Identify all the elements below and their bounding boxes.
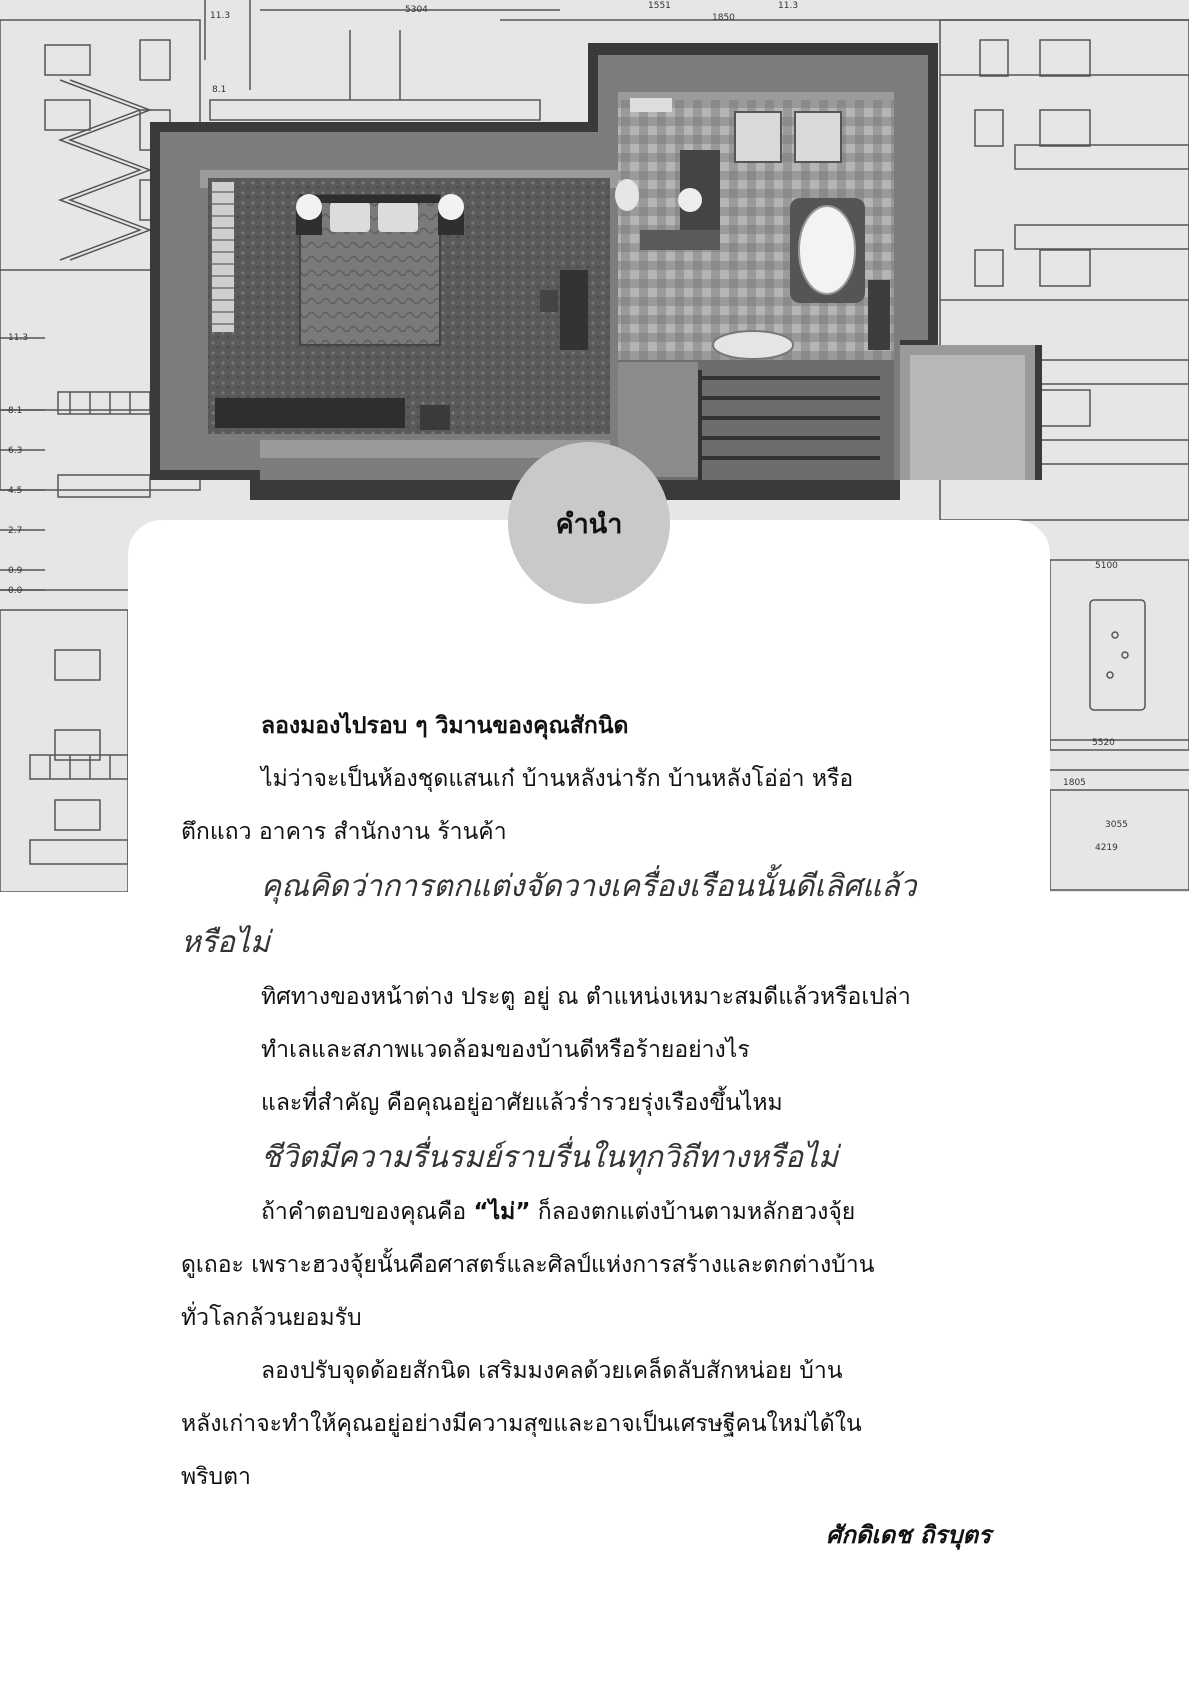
svg-text:11.3: 11.3 [210, 11, 231, 21]
svg-text:5100: 5100 [1095, 561, 1118, 571]
author-signature: ศักดิเดช ถิรบุตร [826, 1521, 991, 1549]
paragraph-1-line-1: ไม่ว่าจะเป็นห้องชุดแสนเก๋ บ้านหลังน่ารัก บ้านหลังโอ่อ่า หรือ [261, 766, 854, 792]
title-badge [508, 442, 670, 604]
svg-text:5304: 5304 [405, 5, 428, 15]
svg-text:6.3: 6.3 [8, 446, 23, 456]
svg-text:11.3: 11.3 [8, 333, 29, 343]
svg-text:4219: 4219 [1095, 843, 1118, 853]
paragraph-5-line-2: ดูเถอะ เพราะฮวงจุ้ยนั้นคือศาสตร์และศิลป์แห่งการสร้างและตกต่างบ้าน [181, 1252, 875, 1278]
svg-text:1805: 1805 [1063, 778, 1086, 788]
page-title: คำนำ [555, 508, 623, 540]
question-2: ชีวิตมีความรื่นรมย์ราบรื่นในทุกวิถีทางหรือไม่ [261, 1140, 838, 1175]
intro-line: ลองมองไปรอบ ๆ วิมานของคุณสักนิด [261, 713, 629, 739]
paragraph-5-pre: ถ้าคำตอบของคุณคือ [261, 1199, 467, 1225]
paragraph-5-line-1 [181, 1186, 991, 1239]
paragraph-5-post: ก็ลองตกแต่งบ้านตามหลักฮวงจุ้ย [537, 1199, 856, 1225]
svg-text:0.9: 0.9 [8, 566, 23, 576]
paragraph-5-line-3: ทั่วโลกล้วนยอมรับ [181, 1305, 362, 1331]
svg-text:2.7: 2.7 [8, 526, 23, 536]
question-1-line-1: คุณคิดว่าการตกแต่งจัดวางเครื่องเรือนนั้นดีเลิศแล้ว [261, 869, 917, 904]
svg-text:5520: 5520 [1092, 738, 1115, 748]
paragraph-2: ทิศทางของหน้าต่าง ประตู อยู่ ณ ตำแหน่งเหมาะสมดีแล้วหรือเปล่า [261, 984, 911, 1010]
svg-text:0.0: 0.0 [8, 586, 23, 596]
paragraph-3: ทำเลและสภาพแวดล้อมของบ้านดีหรือร้ายอย่างไร [261, 1037, 750, 1063]
paragraph-6-line-2: หลังเก่าจะทำให้คุณอยู่อย่างมีความสุขและอาจเป็นเศรษฐีคนใหม่ได้ใน [181, 1411, 862, 1437]
emphasis-no: “ไม่” [473, 1199, 531, 1225]
svg-text:3055: 3055 [1105, 820, 1128, 830]
svg-text:1551: 1551 [648, 1, 671, 11]
paragraph-4: และที่สำคัญ คือคุณอยู่อาศัยแล้วร่ำรวยรุ่งเรืองขึ้นไหม [261, 1090, 783, 1116]
paragraph-6-line-3: พริบตา [181, 1464, 251, 1490]
foreword-body [181, 700, 991, 1584]
svg-text:4.5: 4.5 [8, 486, 23, 496]
svg-text:11.3: 11.3 [778, 1, 799, 11]
svg-text:8.1: 8.1 [8, 406, 23, 416]
question-1-line-2: หรือไม่ [181, 925, 270, 960]
svg-text:1850: 1850 [712, 13, 735, 23]
svg-text:8.1: 8.1 [212, 85, 227, 95]
paragraph-1-line-2: ตึกแถว อาคาร สำนักงาน ร้านค้า [181, 819, 507, 845]
paragraph-6-line-1: ลองปรับจุดด้อยสักนิด เสริมมงคลด้วยเคล็ดลับสักหน่อย บ้าน [261, 1358, 843, 1384]
